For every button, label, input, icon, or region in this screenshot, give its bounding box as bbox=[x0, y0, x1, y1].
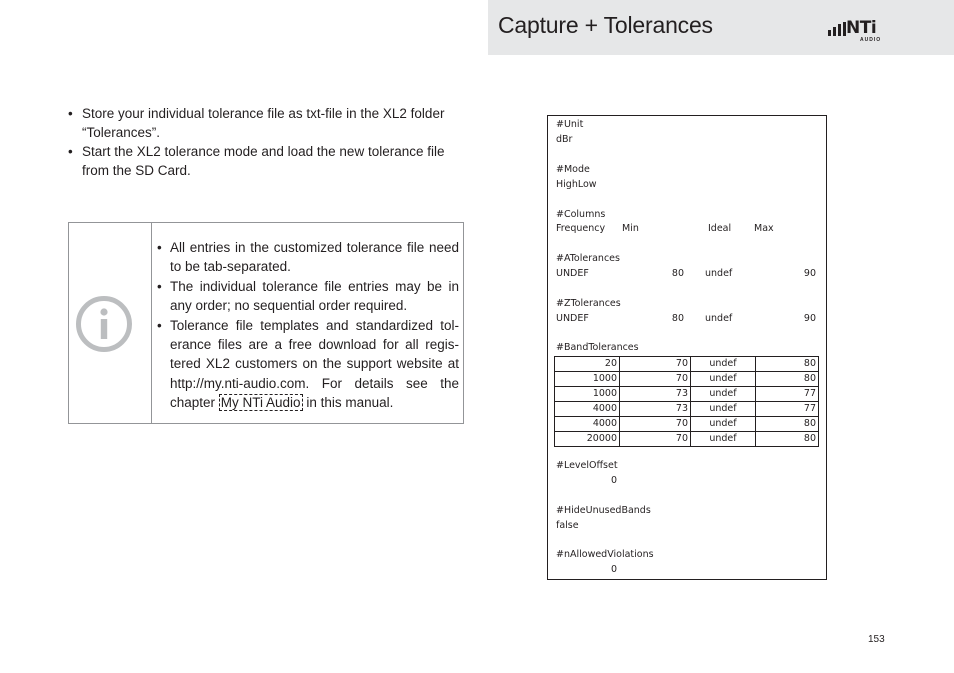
chapter-link[interactable]: My NTi Audio bbox=[220, 395, 301, 411]
table-row bbox=[555, 357, 819, 372]
z-max: 90 bbox=[803, 313, 816, 324]
a-frequency: UNDEF bbox=[556, 268, 589, 279]
hide-unused-bands-key: #HideUnusedBands bbox=[556, 505, 651, 516]
band-ideal: undef bbox=[691, 417, 756, 432]
logo-text: NTi bbox=[846, 18, 877, 38]
page-title: Capture + Tolerances bbox=[498, 12, 713, 38]
tolerance-file-example bbox=[547, 115, 827, 580]
a-tolerances-key: #ATolerances bbox=[556, 253, 620, 264]
level-offset-value: 0 bbox=[611, 475, 618, 486]
band-ideal: undef bbox=[691, 432, 756, 447]
table-row bbox=[555, 417, 819, 432]
band-max: 80 bbox=[756, 357, 819, 372]
note-item: • The individual tolerance file entries may be in any order; no sequential order required. bbox=[157, 277, 459, 316]
hide-unused-bands-value: false bbox=[556, 520, 579, 531]
band-frequency: 20 bbox=[555, 357, 620, 372]
band-min: 70 bbox=[620, 357, 691, 372]
table-row bbox=[555, 432, 819, 447]
band-min: 70 bbox=[620, 432, 691, 447]
band-min: 70 bbox=[620, 417, 691, 432]
band-min: 73 bbox=[620, 402, 691, 417]
z-frequency: UNDEF bbox=[556, 313, 589, 324]
note-item: • All entries in the customized tolerance file need to be tab-separated. bbox=[157, 238, 459, 277]
a-ideal: undef bbox=[705, 268, 733, 279]
band-frequency: 20000 bbox=[555, 432, 620, 447]
note-divider bbox=[151, 223, 152, 423]
band-ideal: undef bbox=[691, 402, 756, 417]
mode-value: HighLow bbox=[556, 179, 597, 190]
a-max: 90 bbox=[803, 268, 816, 279]
table-row bbox=[555, 372, 819, 387]
allowed-violations-value: 0 bbox=[611, 564, 618, 575]
note-list bbox=[157, 238, 459, 413]
band-ideal: undef bbox=[691, 387, 756, 402]
instruction-item: • Store your individual tolerance file as txt-file in the XL2 folder “Tolerances”. bbox=[68, 104, 468, 142]
nti-audio-logo bbox=[828, 20, 888, 44]
table-row bbox=[555, 402, 819, 417]
logo-subtext: AUDIO bbox=[860, 37, 882, 43]
logo-bars-icon bbox=[828, 22, 848, 36]
column-frequency: Frequency bbox=[556, 223, 606, 234]
unit-key: #Unit bbox=[556, 119, 584, 130]
table-row bbox=[555, 387, 819, 402]
page-number: 153 bbox=[868, 634, 885, 645]
band-max: 80 bbox=[756, 417, 819, 432]
band-tolerances-key: #BandTolerances bbox=[556, 342, 639, 353]
info-note-box bbox=[68, 222, 464, 424]
column-min: Min bbox=[622, 223, 639, 234]
note-item-text-end: in this manual. bbox=[302, 395, 394, 411]
info-icon bbox=[75, 295, 133, 353]
header-band bbox=[488, 0, 954, 55]
instruction-item: • Start the XL2 tolerance mode and load the new tolerance file from the SD Card. bbox=[68, 142, 468, 180]
band-ideal: undef bbox=[691, 357, 756, 372]
band-frequency: 4000 bbox=[555, 417, 620, 432]
band-min: 73 bbox=[620, 387, 691, 402]
note-item bbox=[157, 316, 459, 413]
column-max: Max bbox=[754, 223, 774, 234]
band-frequency: 1000 bbox=[555, 372, 620, 387]
column-ideal: Ideal bbox=[708, 223, 732, 234]
band-frequency: 4000 bbox=[555, 402, 620, 417]
note-item-text: Tolerance file templates and standardized tol-erance files are a free download for all regis-tered XL2 customers on the support website at http://my.nti-audio.com. For details see the chapter bbox=[170, 317, 459, 411]
allowed-violations-key: #nAllowedViolations bbox=[556, 549, 654, 560]
unit-value: dBr bbox=[556, 134, 573, 145]
band-tolerances-table bbox=[554, 356, 819, 447]
band-max: 77 bbox=[756, 387, 819, 402]
band-ideal: undef bbox=[691, 372, 756, 387]
band-max: 77 bbox=[756, 402, 819, 417]
band-min: 70 bbox=[620, 372, 691, 387]
z-ideal: undef bbox=[705, 313, 733, 324]
a-min: 80 bbox=[671, 268, 684, 279]
band-max: 80 bbox=[756, 372, 819, 387]
instruction-list bbox=[68, 104, 468, 180]
band-max: 80 bbox=[756, 432, 819, 447]
level-offset-key: #LevelOffset bbox=[556, 460, 618, 471]
z-min: 80 bbox=[671, 313, 684, 324]
columns-key: #Columns bbox=[556, 209, 606, 220]
z-tolerances-key: #ZTolerances bbox=[556, 298, 621, 309]
band-frequency: 1000 bbox=[555, 387, 620, 402]
mode-key: #Mode bbox=[556, 164, 590, 175]
